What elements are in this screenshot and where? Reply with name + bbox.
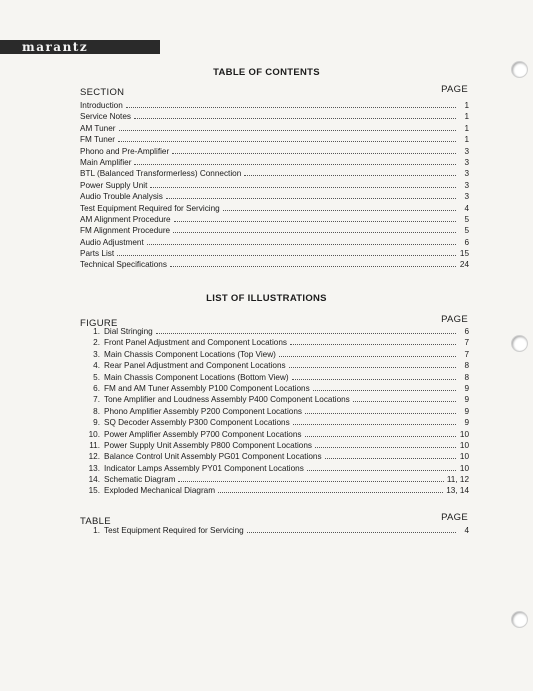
entry-label: BTL (Balanced Transformerless) Connection (80, 169, 242, 179)
figure-entry (80, 327, 469, 338)
entry-page: 5 (464, 214, 469, 224)
entry-page: 10 (459, 429, 469, 439)
figure-entry (80, 350, 469, 361)
entry-label: Test Equipment Required for Servicing (104, 526, 244, 535)
dot-leader (119, 124, 457, 131)
toc-entry (80, 124, 469, 135)
entry-label: Audio Trouble Analysis (80, 192, 163, 202)
entry-page: 7 (464, 349, 469, 359)
toc-entry (80, 260, 469, 271)
binder-hole (512, 336, 527, 351)
figure-entry (80, 475, 469, 486)
toc-entry (80, 192, 469, 203)
toc-entry (80, 238, 469, 249)
entry-label: FM Tuner (80, 135, 116, 145)
entry-number: 11. (89, 440, 100, 450)
brand-logo: marantz (22, 40, 89, 54)
dot-leader (166, 192, 456, 199)
table-header: TABLE (80, 516, 111, 527)
dot-leader (293, 418, 456, 425)
dot-leader (315, 441, 456, 448)
entry-page: 3 (464, 146, 469, 156)
entry-page: 6 (464, 327, 469, 336)
illustrations-title: LIST OF ILLUSTRATIONS (206, 293, 327, 304)
entry-label: FM and AM Tuner Assembly P100 Component Locations (104, 383, 310, 393)
dot-leader (117, 249, 456, 256)
entry-page: 9 (464, 383, 469, 393)
entry-number: 7. (93, 395, 100, 405)
dot-leader (325, 452, 456, 459)
figure-entry (80, 373, 469, 384)
entry-label: Indicator Lamps Assembly PY01 Component Locations (104, 463, 304, 473)
dot-leader (305, 430, 456, 437)
entry-page: 4 (464, 203, 469, 213)
entry-page: 10 (459, 440, 469, 450)
figure-entry (80, 338, 469, 349)
entry-page: 11, 12 (446, 475, 469, 485)
dot-leader (305, 407, 456, 414)
entry-label: Tone Amplifier and Loudness Assembly P400 Component Locations (104, 395, 350, 405)
dot-leader (170, 260, 456, 267)
dot-leader (178, 475, 443, 482)
entry-label: Balance Control Unit Assembly PG01 Component Locations (104, 452, 322, 462)
dot-leader (218, 486, 443, 493)
entry-number: 4. (93, 361, 100, 371)
entry-page: 1 (464, 135, 469, 145)
entry-number: 1. (93, 327, 100, 336)
entry-label: Dial Stringing (104, 327, 153, 336)
dot-leader (174, 215, 456, 222)
table-list (80, 526, 469, 537)
toc-entry (80, 101, 469, 112)
entry-label: FM Alignment Procedure (80, 226, 171, 236)
dot-leader (172, 147, 456, 154)
entry-page: 8 (464, 372, 469, 382)
entry-number: 3. (93, 349, 100, 359)
dot-leader (247, 526, 456, 533)
entry-page: 3 (464, 157, 469, 167)
figure-entry (80, 384, 469, 395)
toc-page-header: PAGE (441, 84, 468, 95)
toc-entry (80, 204, 469, 215)
entry-page: 3 (464, 192, 469, 202)
dot-leader (289, 361, 456, 368)
figure-entry (80, 430, 469, 441)
entry-page: 9 (464, 406, 469, 416)
figure-entry (80, 464, 469, 475)
entry-label: SQ Decoder Assembly P300 Component Locations (104, 418, 290, 428)
entry-page: 1 (464, 101, 469, 110)
dot-leader (292, 373, 456, 380)
dot-leader (126, 101, 456, 108)
entry-label: Front Panel Adjustment and Component Locations (104, 338, 287, 348)
toc-entry (80, 249, 469, 260)
dot-leader (279, 350, 456, 357)
toc-list (80, 101, 469, 272)
figure-list (80, 327, 469, 498)
toc-entry (80, 181, 469, 192)
toc-entry (80, 226, 469, 237)
entry-label: Rear Panel Adjustment and Component Locations (104, 361, 286, 371)
dot-leader (156, 327, 456, 334)
table-entry (80, 526, 469, 537)
entry-number: 6. (93, 383, 100, 393)
entry-label: Test Equipment Required for Servicing (80, 203, 220, 213)
dot-leader (290, 338, 456, 345)
dot-leader (118, 135, 456, 142)
entry-page: 9 (464, 418, 469, 428)
entry-number: 12. (88, 452, 100, 462)
dot-leader (147, 238, 456, 245)
entry-page: 9 (464, 395, 469, 405)
entry-page: 10 (459, 452, 469, 462)
entry-label: Service Notes (80, 112, 131, 122)
tables-page-header: PAGE (441, 512, 468, 523)
entry-label: Power Amplifier Assembly P700 Component Locations (104, 429, 302, 439)
entry-label: Power Supply Unit (80, 180, 148, 190)
entry-page: 3 (464, 169, 469, 179)
entry-label: Exploded Mechanical Diagram (104, 486, 216, 496)
dot-leader (353, 395, 456, 402)
entry-number: 15. (88, 486, 100, 496)
illustrations-page-header: PAGE (441, 314, 468, 325)
entry-page: 24 (459, 260, 469, 270)
figure-entry (80, 418, 469, 429)
dot-leader (134, 112, 456, 119)
figure-entry (80, 361, 469, 372)
entry-label: Parts List (80, 249, 115, 259)
toc-entry (80, 135, 469, 146)
entry-label: Main Amplifier (80, 157, 132, 167)
figure-entry (80, 407, 469, 418)
toc-entry (80, 169, 469, 180)
dot-leader (223, 204, 456, 211)
figure-entry (80, 452, 469, 463)
binder-hole (512, 612, 527, 627)
entry-number: 14. (88, 475, 100, 485)
dot-leader (150, 181, 456, 188)
entry-label: AM Tuner (80, 123, 116, 133)
entry-page: 7 (464, 338, 469, 348)
toc-entry (80, 112, 469, 123)
entry-page: 15 (459, 249, 469, 259)
figure-header: FIGURE (80, 318, 118, 329)
entry-label: Phono Amplifier Assembly P200 Component Locations (104, 406, 302, 416)
dot-leader (307, 464, 456, 471)
figure-entry (80, 395, 469, 406)
entry-page: 1 (464, 123, 469, 133)
entry-number: 2. (93, 338, 100, 348)
entry-number: 1. (93, 526, 100, 535)
entry-label: Technical Specifications (80, 260, 167, 270)
entry-number: 9. (93, 418, 100, 428)
entry-label: Schematic Diagram (104, 475, 176, 485)
entry-label: Phono and Pre-Amplifier (80, 146, 170, 156)
entry-page: 1 (464, 112, 469, 122)
toc-entry (80, 147, 469, 158)
dot-leader (244, 169, 456, 176)
entry-number: 10. (88, 429, 100, 439)
entry-page: 5 (464, 226, 469, 236)
entry-number: 5. (93, 372, 100, 382)
toc-title: TABLE OF CONTENTS (213, 67, 320, 78)
entry-page: 6 (464, 237, 469, 247)
entry-label: Power Supply Unit Assembly P800 Component Locations (104, 440, 312, 450)
entry-page: 3 (464, 180, 469, 190)
entry-label: Main Chassis Component Locations (Bottom View) (104, 372, 289, 382)
dot-leader (134, 158, 456, 165)
toc-entry (80, 158, 469, 169)
toc-entry (80, 215, 469, 226)
entry-label: AM Alignment Procedure (80, 214, 171, 224)
section-header: SECTION (80, 87, 125, 98)
entry-page: 13, 14 (446, 486, 469, 496)
entry-number: 8. (93, 406, 100, 416)
figure-entry (80, 486, 469, 497)
entry-page: 10 (459, 463, 469, 473)
entry-label: Audio Adjustment (80, 237, 144, 247)
dot-leader (173, 226, 456, 233)
entry-label: Main Chassis Component Locations (Top View) (104, 349, 276, 359)
entry-number: 13. (88, 463, 100, 473)
entry-page: 4 (464, 526, 469, 535)
entry-page: 8 (464, 361, 469, 371)
figure-entry (80, 441, 469, 452)
dot-leader (313, 384, 456, 391)
entry-label: Introduction (80, 101, 123, 110)
